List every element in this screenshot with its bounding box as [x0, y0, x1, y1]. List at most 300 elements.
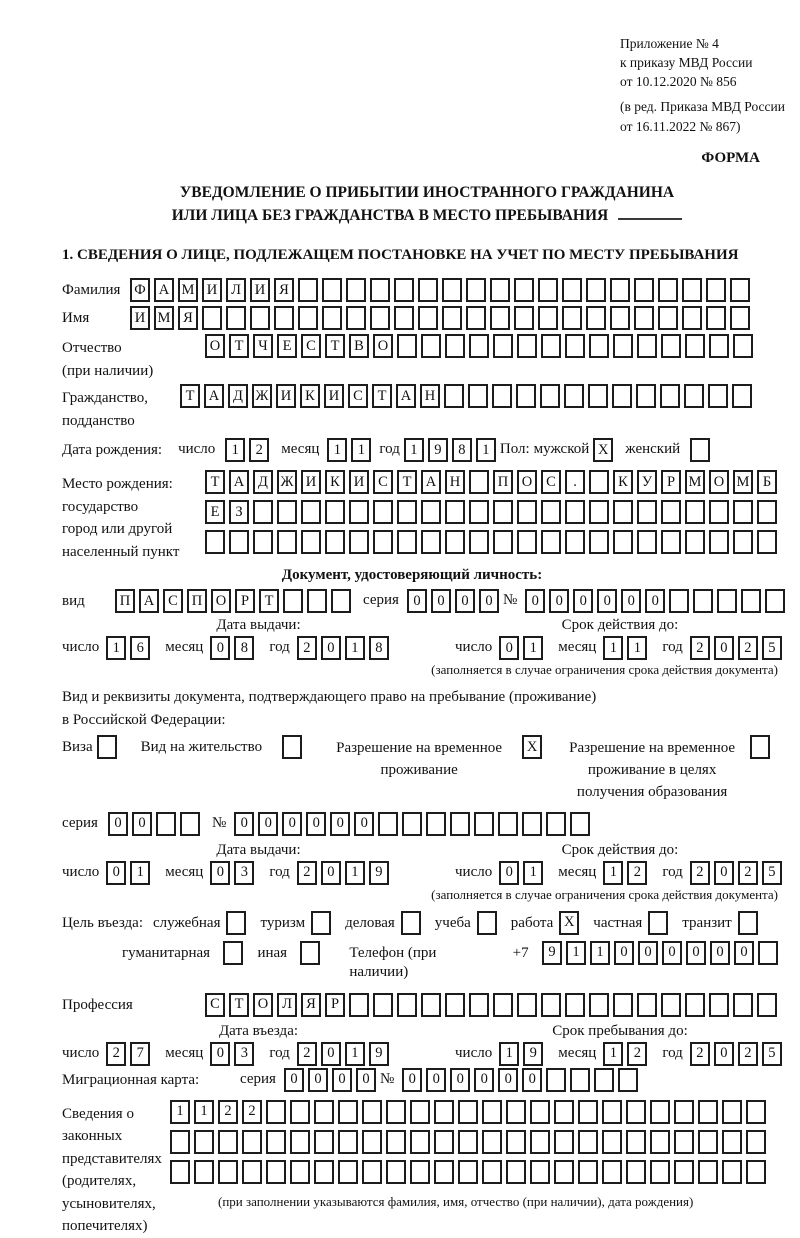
form-cell[interactable]: К: [300, 384, 320, 408]
form-cell[interactable]: [410, 1160, 430, 1184]
form-cell[interactable]: В: [349, 334, 369, 358]
form-cell[interactable]: 2: [297, 861, 317, 885]
form-cell[interactable]: Р: [661, 470, 681, 494]
form-cell[interactable]: [613, 993, 633, 1017]
form-cell[interactable]: [765, 589, 785, 613]
form-cell[interactable]: [733, 500, 753, 524]
form-cell[interactable]: [541, 500, 561, 524]
form-cell[interactable]: 0: [431, 589, 451, 613]
form-cell[interactable]: 1: [476, 438, 496, 462]
form-cell[interactable]: [565, 993, 585, 1017]
form-cell[interactable]: Ч: [253, 334, 273, 358]
form-cell[interactable]: 0: [498, 1068, 518, 1092]
form-cell[interactable]: [362, 1100, 382, 1124]
form-cell[interactable]: 2: [242, 1100, 262, 1124]
form-cell[interactable]: [674, 1160, 694, 1184]
form-cell[interactable]: [482, 1160, 502, 1184]
form-cell[interactable]: И: [250, 278, 270, 302]
form-cell[interactable]: 0: [621, 589, 641, 613]
form-cell[interactable]: [362, 1160, 382, 1184]
form-cell[interactable]: [602, 1100, 622, 1124]
form-cell[interactable]: [589, 470, 609, 494]
form-cell[interactable]: [637, 500, 657, 524]
form-cell[interactable]: [530, 1130, 550, 1154]
form-cell[interactable]: О: [517, 470, 537, 494]
form-cell[interactable]: [541, 334, 561, 358]
form-cell[interactable]: 5: [762, 861, 782, 885]
form-cell[interactable]: [706, 306, 726, 330]
form-cell[interactable]: [669, 589, 689, 613]
form-cell[interactable]: [290, 1130, 310, 1154]
form-cell[interactable]: 0: [499, 636, 519, 660]
form-cell[interactable]: [658, 306, 678, 330]
form-cell[interactable]: 2: [627, 861, 647, 885]
form-cell[interactable]: 0: [108, 812, 128, 836]
form-cell[interactable]: [397, 500, 417, 524]
form-cell[interactable]: И: [349, 470, 369, 494]
form-cell[interactable]: [458, 1100, 478, 1124]
form-cell[interactable]: [610, 306, 630, 330]
form-cell[interactable]: [674, 1100, 694, 1124]
form-cell[interactable]: [586, 278, 606, 302]
form-cell[interactable]: [589, 500, 609, 524]
form-cell[interactable]: [346, 306, 366, 330]
form-cell[interactable]: 0: [308, 1068, 328, 1092]
form-cell[interactable]: 1: [194, 1100, 214, 1124]
form-cell[interactable]: О: [253, 993, 273, 1017]
form-cell[interactable]: [469, 993, 489, 1017]
form-cell[interactable]: [698, 1130, 718, 1154]
form-cell[interactable]: [314, 1160, 334, 1184]
form-cell[interactable]: У: [637, 470, 657, 494]
form-cell[interactable]: [565, 530, 585, 554]
form-cell[interactable]: [338, 1100, 358, 1124]
form-cell[interactable]: [685, 530, 705, 554]
form-cell[interactable]: [650, 1100, 670, 1124]
form-cell[interactable]: [290, 1160, 310, 1184]
form-cell[interactable]: [298, 278, 318, 302]
form-cell[interactable]: П: [187, 589, 207, 613]
form-cell[interactable]: 1: [170, 1100, 190, 1124]
form-cell[interactable]: 1: [566, 941, 586, 965]
form-cell[interactable]: А: [139, 589, 159, 613]
form-cell[interactable]: [442, 306, 462, 330]
form-cell[interactable]: [325, 530, 345, 554]
form-cell[interactable]: 1: [225, 438, 245, 462]
form-cell[interactable]: [469, 334, 489, 358]
form-cell[interactable]: [277, 500, 297, 524]
form-cell[interactable]: [458, 1160, 478, 1184]
form-cell[interactable]: X: [593, 438, 613, 462]
form-cell[interactable]: [698, 1160, 718, 1184]
form-cell[interactable]: [298, 306, 318, 330]
form-cell[interactable]: 0: [210, 861, 230, 885]
form-cell[interactable]: [421, 993, 441, 1017]
form-cell[interactable]: [274, 306, 294, 330]
form-cell[interactable]: П: [115, 589, 135, 613]
form-cell[interactable]: 2: [690, 861, 710, 885]
form-cell[interactable]: А: [421, 470, 441, 494]
form-cell[interactable]: [661, 334, 681, 358]
form-cell[interactable]: 8: [369, 636, 389, 660]
form-cell[interactable]: И: [130, 306, 150, 330]
form-cell[interactable]: [554, 1160, 574, 1184]
form-cell[interactable]: [709, 500, 729, 524]
form-cell[interactable]: [450, 812, 470, 836]
form-cell[interactable]: [331, 589, 351, 613]
form-cell[interactable]: [602, 1130, 622, 1154]
form-cell[interactable]: [444, 384, 464, 408]
form-cell[interactable]: [612, 384, 632, 408]
form-cell[interactable]: 3: [234, 861, 254, 885]
form-cell[interactable]: [682, 278, 702, 302]
form-cell[interactable]: П: [493, 470, 513, 494]
form-cell[interactable]: [410, 1130, 430, 1154]
form-cell[interactable]: Я: [301, 993, 321, 1017]
form-cell[interactable]: [373, 530, 393, 554]
form-cell[interactable]: Р: [235, 589, 255, 613]
form-cell[interactable]: [741, 589, 761, 613]
form-cell[interactable]: [514, 278, 534, 302]
form-cell[interactable]: М: [733, 470, 753, 494]
form-cell[interactable]: 0: [645, 589, 665, 613]
form-cell[interactable]: [690, 438, 710, 462]
form-cell[interactable]: [346, 278, 366, 302]
form-cell[interactable]: 8: [234, 636, 254, 660]
form-cell[interactable]: Е: [205, 500, 225, 524]
form-cell[interactable]: [421, 334, 441, 358]
form-cell[interactable]: [517, 530, 537, 554]
form-cell[interactable]: И: [202, 278, 222, 302]
form-cell[interactable]: Т: [325, 334, 345, 358]
form-cell[interactable]: О: [205, 334, 225, 358]
form-cell[interactable]: Т: [372, 384, 392, 408]
form-cell[interactable]: 1: [603, 636, 623, 660]
form-cell[interactable]: [650, 1160, 670, 1184]
form-cell[interactable]: 6: [130, 636, 150, 660]
form-cell[interactable]: [578, 1100, 598, 1124]
form-cell[interactable]: 9: [428, 438, 448, 462]
form-cell[interactable]: 0: [614, 941, 634, 965]
form-cell[interactable]: [757, 500, 777, 524]
form-cell[interactable]: 0: [306, 812, 326, 836]
form-cell[interactable]: 1: [404, 438, 424, 462]
form-cell[interactable]: [266, 1100, 286, 1124]
form-cell[interactable]: [637, 334, 657, 358]
form-cell[interactable]: М: [685, 470, 705, 494]
form-cell[interactable]: [660, 384, 680, 408]
form-cell[interactable]: 0: [455, 589, 475, 613]
form-cell[interactable]: [610, 278, 630, 302]
form-cell[interactable]: [717, 589, 737, 613]
form-cell[interactable]: [546, 812, 566, 836]
form-cell[interactable]: [311, 911, 331, 935]
form-cell[interactable]: 0: [734, 941, 754, 965]
form-cell[interactable]: [554, 1130, 574, 1154]
form-cell[interactable]: [386, 1160, 406, 1184]
form-cell[interactable]: 0: [662, 941, 682, 965]
form-cell[interactable]: 0: [282, 812, 302, 836]
form-cell[interactable]: [517, 500, 537, 524]
form-cell[interactable]: [445, 334, 465, 358]
form-cell[interactable]: [493, 500, 513, 524]
form-cell[interactable]: 1: [523, 861, 543, 885]
form-cell[interactable]: 0: [354, 812, 374, 836]
form-cell[interactable]: Я: [178, 306, 198, 330]
form-cell[interactable]: [301, 500, 321, 524]
form-cell[interactable]: [314, 1100, 334, 1124]
form-cell[interactable]: И: [324, 384, 344, 408]
form-cell[interactable]: Б: [757, 470, 777, 494]
form-cell[interactable]: [421, 530, 441, 554]
form-cell[interactable]: [709, 530, 729, 554]
form-cell[interactable]: [626, 1160, 646, 1184]
form-cell[interactable]: [314, 1130, 334, 1154]
form-cell[interactable]: [570, 1068, 590, 1092]
form-cell[interactable]: 0: [402, 1068, 422, 1092]
form-cell[interactable]: [506, 1130, 526, 1154]
form-cell[interactable]: 0: [321, 1042, 341, 1066]
form-cell[interactable]: [594, 1068, 614, 1092]
form-cell[interactable]: 0: [356, 1068, 376, 1092]
form-cell[interactable]: 2: [738, 1042, 758, 1066]
form-cell[interactable]: [658, 278, 678, 302]
form-cell[interactable]: 2: [218, 1100, 238, 1124]
form-cell[interactable]: [223, 941, 243, 965]
form-cell[interactable]: [434, 1160, 454, 1184]
form-cell[interactable]: [378, 812, 398, 836]
form-cell[interactable]: [283, 589, 303, 613]
form-cell[interactable]: 5: [762, 636, 782, 660]
form-cell[interactable]: [493, 530, 513, 554]
form-cell[interactable]: [758, 941, 778, 965]
form-cell[interactable]: [322, 278, 342, 302]
form-cell[interactable]: [517, 993, 537, 1017]
form-cell[interactable]: 0: [525, 589, 545, 613]
form-cell[interactable]: 0: [710, 941, 730, 965]
form-cell[interactable]: 0: [573, 589, 593, 613]
form-cell[interactable]: [490, 278, 510, 302]
form-cell[interactable]: [514, 306, 534, 330]
form-cell[interactable]: К: [613, 470, 633, 494]
form-cell[interactable]: [290, 1100, 310, 1124]
form-cell[interactable]: [250, 306, 270, 330]
form-cell[interactable]: М: [178, 278, 198, 302]
form-cell[interactable]: [253, 500, 273, 524]
form-cell[interactable]: [202, 306, 222, 330]
form-cell[interactable]: 9: [369, 1042, 389, 1066]
form-cell[interactable]: [613, 530, 633, 554]
form-cell[interactable]: [722, 1100, 742, 1124]
form-cell[interactable]: [194, 1160, 214, 1184]
form-cell[interactable]: Е: [277, 334, 297, 358]
form-cell[interactable]: [634, 306, 654, 330]
form-cell[interactable]: [648, 911, 668, 935]
form-cell[interactable]: [466, 306, 486, 330]
form-cell[interactable]: 0: [332, 1068, 352, 1092]
form-cell[interactable]: З: [229, 500, 249, 524]
form-cell[interactable]: [661, 993, 681, 1017]
form-cell[interactable]: [373, 993, 393, 1017]
form-cell[interactable]: 0: [450, 1068, 470, 1092]
form-cell[interactable]: О: [373, 334, 393, 358]
form-cell[interactable]: 5: [762, 1042, 782, 1066]
form-cell[interactable]: 0: [234, 812, 254, 836]
form-cell[interactable]: [426, 812, 446, 836]
form-cell[interactable]: А: [154, 278, 174, 302]
form-cell[interactable]: [750, 735, 770, 759]
form-cell[interactable]: [466, 278, 486, 302]
form-cell[interactable]: Н: [445, 470, 465, 494]
form-cell[interactable]: Д: [253, 470, 273, 494]
form-cell[interactable]: [468, 384, 488, 408]
form-cell[interactable]: 1: [523, 636, 543, 660]
form-cell[interactable]: [674, 1130, 694, 1154]
form-cell[interactable]: [469, 470, 489, 494]
form-cell[interactable]: [733, 530, 753, 554]
form-cell[interactable]: [602, 1160, 622, 1184]
form-cell[interactable]: [397, 530, 417, 554]
form-cell[interactable]: [661, 530, 681, 554]
form-cell[interactable]: 0: [714, 1042, 734, 1066]
form-cell[interactable]: Л: [226, 278, 246, 302]
form-cell[interactable]: 9: [523, 1042, 543, 1066]
form-cell[interactable]: М: [154, 306, 174, 330]
form-cell[interactable]: [277, 530, 297, 554]
form-cell[interactable]: 2: [297, 1042, 317, 1066]
form-cell[interactable]: С: [541, 470, 561, 494]
form-cell[interactable]: А: [396, 384, 416, 408]
form-cell[interactable]: [370, 306, 390, 330]
form-cell[interactable]: [253, 530, 273, 554]
form-cell[interactable]: 0: [499, 861, 519, 885]
form-cell[interactable]: Ф: [130, 278, 150, 302]
form-cell[interactable]: [300, 941, 320, 965]
form-cell[interactable]: 1: [627, 636, 647, 660]
form-cell[interactable]: [706, 278, 726, 302]
form-cell[interactable]: [469, 500, 489, 524]
form-cell[interactable]: 9: [369, 861, 389, 885]
form-cell[interactable]: 1: [106, 636, 126, 660]
form-cell[interactable]: [445, 993, 465, 1017]
form-cell[interactable]: Ж: [252, 384, 272, 408]
form-cell[interactable]: [626, 1100, 646, 1124]
form-cell[interactable]: 0: [132, 812, 152, 836]
form-cell[interactable]: [730, 306, 750, 330]
form-cell[interactable]: [394, 278, 414, 302]
form-cell[interactable]: 1: [345, 636, 365, 660]
form-cell[interactable]: И: [301, 470, 321, 494]
form-cell[interactable]: [386, 1100, 406, 1124]
form-cell[interactable]: [546, 1068, 566, 1092]
form-cell[interactable]: [349, 500, 369, 524]
form-cell[interactable]: [685, 500, 705, 524]
form-cell[interactable]: 1: [351, 438, 371, 462]
form-cell[interactable]: [493, 993, 513, 1017]
form-cell[interactable]: [410, 1100, 430, 1124]
form-cell[interactable]: [746, 1130, 766, 1154]
form-cell[interactable]: [242, 1160, 262, 1184]
form-cell[interactable]: С: [301, 334, 321, 358]
form-cell[interactable]: [562, 278, 582, 302]
form-cell[interactable]: [634, 278, 654, 302]
form-cell[interactable]: 3: [234, 1042, 254, 1066]
form-cell[interactable]: [97, 735, 117, 759]
form-cell[interactable]: X: [559, 911, 579, 935]
form-cell[interactable]: [349, 530, 369, 554]
form-cell[interactable]: [229, 530, 249, 554]
form-cell[interactable]: [738, 911, 758, 935]
form-cell[interactable]: [397, 993, 417, 1017]
form-cell[interactable]: 0: [258, 812, 278, 836]
form-cell[interactable]: 0: [407, 589, 427, 613]
form-cell[interactable]: [541, 993, 561, 1017]
form-cell[interactable]: 1: [590, 941, 610, 965]
form-cell[interactable]: 2: [106, 1042, 126, 1066]
form-cell[interactable]: 8: [452, 438, 472, 462]
form-cell[interactable]: [469, 530, 489, 554]
form-cell[interactable]: [733, 334, 753, 358]
form-cell[interactable]: [530, 1160, 550, 1184]
form-cell[interactable]: 0: [330, 812, 350, 836]
form-cell[interactable]: 2: [738, 861, 758, 885]
form-cell[interactable]: Ж: [277, 470, 297, 494]
form-cell[interactable]: Н: [420, 384, 440, 408]
form-cell[interactable]: [586, 306, 606, 330]
form-cell[interactable]: С: [348, 384, 368, 408]
form-cell[interactable]: [373, 500, 393, 524]
form-cell[interactable]: [362, 1130, 382, 1154]
form-cell[interactable]: 0: [321, 861, 341, 885]
form-cell[interactable]: 0: [714, 861, 734, 885]
form-cell[interactable]: [338, 1130, 358, 1154]
form-cell[interactable]: [578, 1160, 598, 1184]
form-cell[interactable]: 1: [345, 1042, 365, 1066]
form-cell[interactable]: 0: [638, 941, 658, 965]
form-cell[interactable]: 1: [345, 861, 365, 885]
form-cell[interactable]: О: [709, 470, 729, 494]
form-cell[interactable]: [493, 334, 513, 358]
form-cell[interactable]: Т: [180, 384, 200, 408]
form-cell[interactable]: [650, 1130, 670, 1154]
form-cell[interactable]: [722, 1130, 742, 1154]
form-cell[interactable]: [266, 1130, 286, 1154]
form-cell[interactable]: [554, 1100, 574, 1124]
form-cell[interactable]: [477, 911, 497, 935]
form-cell[interactable]: [746, 1160, 766, 1184]
form-cell[interactable]: [538, 306, 558, 330]
form-cell[interactable]: [492, 384, 512, 408]
form-cell[interactable]: [564, 384, 584, 408]
form-cell[interactable]: [661, 500, 681, 524]
form-cell[interactable]: Л: [277, 993, 297, 1017]
form-cell[interactable]: [445, 530, 465, 554]
form-cell[interactable]: 0: [284, 1068, 304, 1092]
form-cell[interactable]: [458, 1130, 478, 1154]
form-cell[interactable]: [693, 589, 713, 613]
form-cell[interactable]: [578, 1130, 598, 1154]
form-cell[interactable]: [474, 812, 494, 836]
form-cell[interactable]: [685, 993, 705, 1017]
form-cell[interactable]: [226, 911, 246, 935]
form-cell[interactable]: [180, 812, 200, 836]
form-cell[interactable]: Т: [229, 334, 249, 358]
form-cell[interactable]: [397, 334, 417, 358]
form-cell[interactable]: А: [229, 470, 249, 494]
form-cell[interactable]: [522, 812, 542, 836]
form-cell[interactable]: 0: [106, 861, 126, 885]
form-cell[interactable]: 0: [597, 589, 617, 613]
